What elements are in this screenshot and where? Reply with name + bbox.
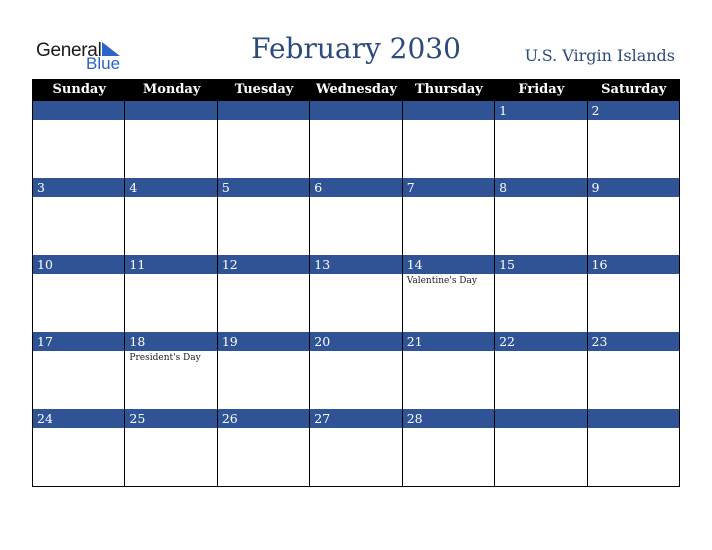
day-cell	[403, 255, 495, 332]
day-cell	[33, 178, 125, 255]
calendar-grid	[32, 79, 680, 487]
day-number: 4	[125, 178, 216, 197]
day-number: 18	[125, 332, 216, 351]
day-number: 10	[33, 255, 124, 274]
day-cell	[495, 101, 587, 178]
day-cell	[495, 255, 587, 332]
day-cell	[310, 255, 402, 332]
day-number: 9	[588, 178, 679, 197]
day-cell	[125, 255, 217, 332]
day-cell	[125, 409, 217, 486]
day-cell	[33, 409, 125, 486]
day-cell	[403, 409, 495, 486]
day-number: 5	[218, 178, 309, 197]
day-number: 25	[125, 409, 216, 428]
day-cell	[588, 255, 680, 332]
day-number: 17	[33, 332, 124, 351]
region-label: U.S. Virgin Islands	[524, 46, 675, 65]
day-number: 26	[218, 409, 309, 428]
weekday-header: Thursday	[414, 82, 483, 97]
day-cell	[403, 332, 495, 409]
day-number: 27	[310, 409, 401, 428]
day-number	[33, 101, 124, 120]
day-number: 15	[495, 255, 586, 274]
day-cell	[310, 178, 402, 255]
day-cell	[218, 255, 310, 332]
day-cell	[403, 178, 495, 255]
day-cell	[33, 255, 125, 332]
day-number: 8	[495, 178, 586, 197]
day-number: 13	[310, 255, 401, 274]
day-cell	[588, 409, 680, 486]
weekday-header: Wednesday	[315, 82, 397, 97]
day-cell	[495, 409, 587, 486]
day-cell	[218, 101, 310, 178]
day-number: 23	[588, 332, 679, 351]
day-cell	[218, 409, 310, 486]
day-cell	[495, 178, 587, 255]
day-cell	[588, 178, 680, 255]
day-cell	[125, 178, 217, 255]
day-number: 3	[33, 178, 124, 197]
calendar-week-row	[33, 332, 680, 409]
day-cell	[588, 332, 680, 409]
day-number: 21	[403, 332, 494, 351]
calendar-week-row	[33, 178, 680, 255]
day-number	[495, 409, 586, 428]
day-number: 6	[310, 178, 401, 197]
weekday-header: Friday	[518, 82, 565, 97]
day-number: 11	[125, 255, 216, 274]
weekday-header: Tuesday	[234, 82, 294, 97]
weekday-header: Monday	[142, 82, 201, 97]
calendar-weeks	[33, 101, 680, 486]
day-number: 16	[588, 255, 679, 274]
day-cell	[33, 332, 125, 409]
day-number: 1	[495, 101, 586, 120]
day-cell	[218, 178, 310, 255]
day-number	[403, 101, 494, 120]
day-number: 28	[403, 409, 494, 428]
day-number: 12	[218, 255, 309, 274]
day-number	[588, 409, 679, 428]
holiday-label: Valentine's Day	[406, 276, 477, 286]
day-number: 2	[588, 101, 679, 120]
day-number	[125, 101, 216, 120]
weekday-header-row	[33, 79, 680, 101]
day-cell	[403, 101, 495, 178]
logo-blue-text: Blue	[86, 54, 121, 73]
day-number	[218, 101, 309, 120]
calendar-week-row	[33, 101, 680, 178]
page-title: February 2030	[251, 32, 461, 65]
weekday-header: Sunday	[52, 82, 106, 97]
day-number: 14	[403, 255, 494, 274]
day-cell	[588, 101, 680, 178]
holiday-label: President's Day	[129, 353, 201, 363]
calendar-week-row	[33, 255, 680, 332]
day-cell	[33, 101, 125, 178]
day-number: 24	[33, 409, 124, 428]
day-number	[310, 101, 401, 120]
day-cell	[125, 101, 217, 178]
day-number: 20	[310, 332, 401, 351]
day-cell	[218, 332, 310, 409]
day-cell	[310, 332, 402, 409]
day-cell	[310, 101, 402, 178]
day-number: 22	[495, 332, 586, 351]
day-number: 7	[403, 178, 494, 197]
day-cell	[495, 332, 587, 409]
weekday-header: Saturday	[601, 82, 667, 97]
calendar-week-row	[33, 409, 680, 486]
day-number: 19	[218, 332, 309, 351]
day-cell	[125, 332, 217, 409]
day-cell	[310, 409, 402, 486]
logo-general-text: General	[36, 40, 102, 61]
